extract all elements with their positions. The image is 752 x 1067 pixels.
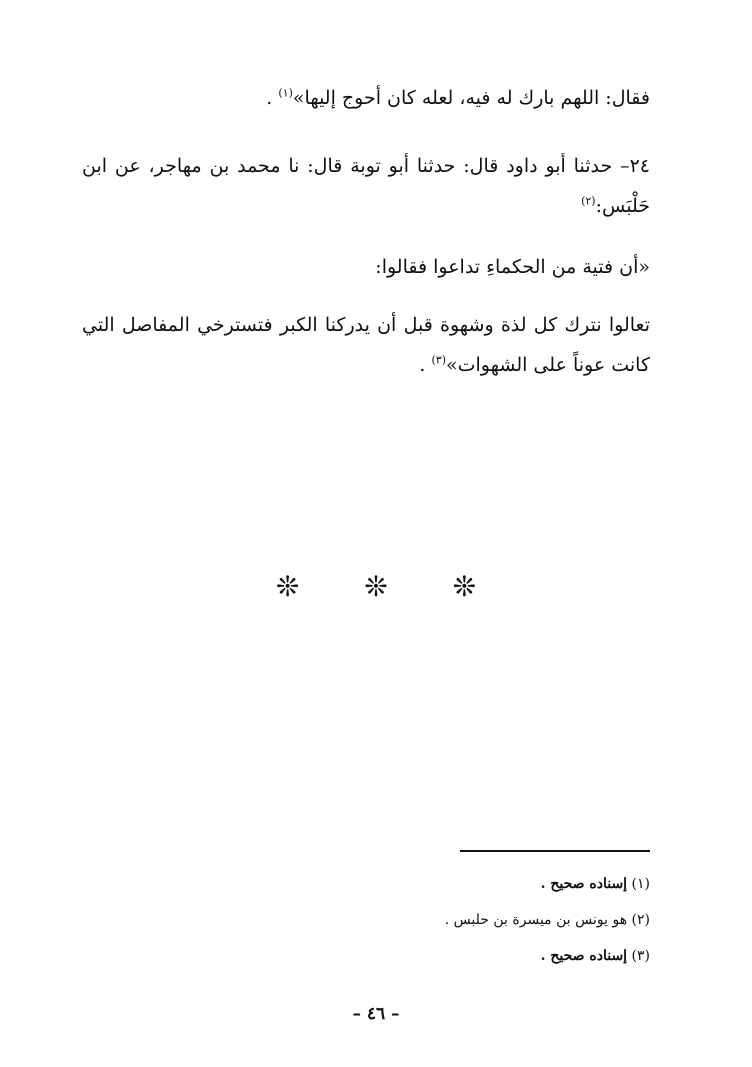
paragraph-1-tail: .: [266, 87, 279, 109]
separator-star-1: ❊: [275, 570, 300, 603]
section-separator: [0, 570, 752, 603]
paragraph-2: [82, 146, 650, 226]
separator-star-3: ❊: [452, 570, 477, 603]
footnote-1: [250, 866, 650, 902]
paragraph-3: [82, 247, 650, 287]
footnote-ref-2: (٢): [581, 194, 596, 208]
footnote-divider: [460, 850, 650, 852]
footnote-3-number: (٣): [631, 948, 650, 964]
footnote-2-text: هو يونس بن ميسرة بن حلبس .: [444, 912, 628, 928]
footnote-ref-3: (٣): [431, 353, 447, 367]
paragraph-4: [82, 305, 650, 385]
footnote-1-number: (١): [631, 876, 650, 892]
paragraph-1: [82, 78, 650, 118]
footnote-1-text: إسناده صحيح .: [540, 876, 628, 892]
paragraph-3-text: «أن فتية من الحكماءِ تداعوا فقالوا:: [375, 256, 650, 278]
footnote-2-number: (٢): [631, 912, 650, 928]
footnote-ref-1: (١): [278, 86, 293, 100]
footnote-3: [250, 938, 650, 974]
page-number: – ٤٦ –: [352, 1004, 400, 1024]
footnote-2: [250, 902, 650, 938]
separator-star-2: ❊: [364, 570, 388, 603]
paragraph-2-text: ٢٤– حدثنا أبو داود قال: حدثنا أبو توبة قال: نا محمد بن مهاجر، عن ابن حَلْبَس:: [82, 155, 650, 217]
footnote-3-text: إسناده صحيح .: [540, 948, 628, 964]
paragraph-1-text: فقال: اللهم بارك له فيه، لعله كان أحوج إليها»: [292, 87, 650, 109]
footnotes: [250, 866, 650, 974]
paragraph-4-tail: .: [419, 354, 432, 376]
paragraph-4-text: تعالوا نترك كل لذة وشهوة قبل أن يدركنا الكبر فتسترخي المفاصل التي كانت عوناً على الشهوات»: [82, 314, 650, 376]
